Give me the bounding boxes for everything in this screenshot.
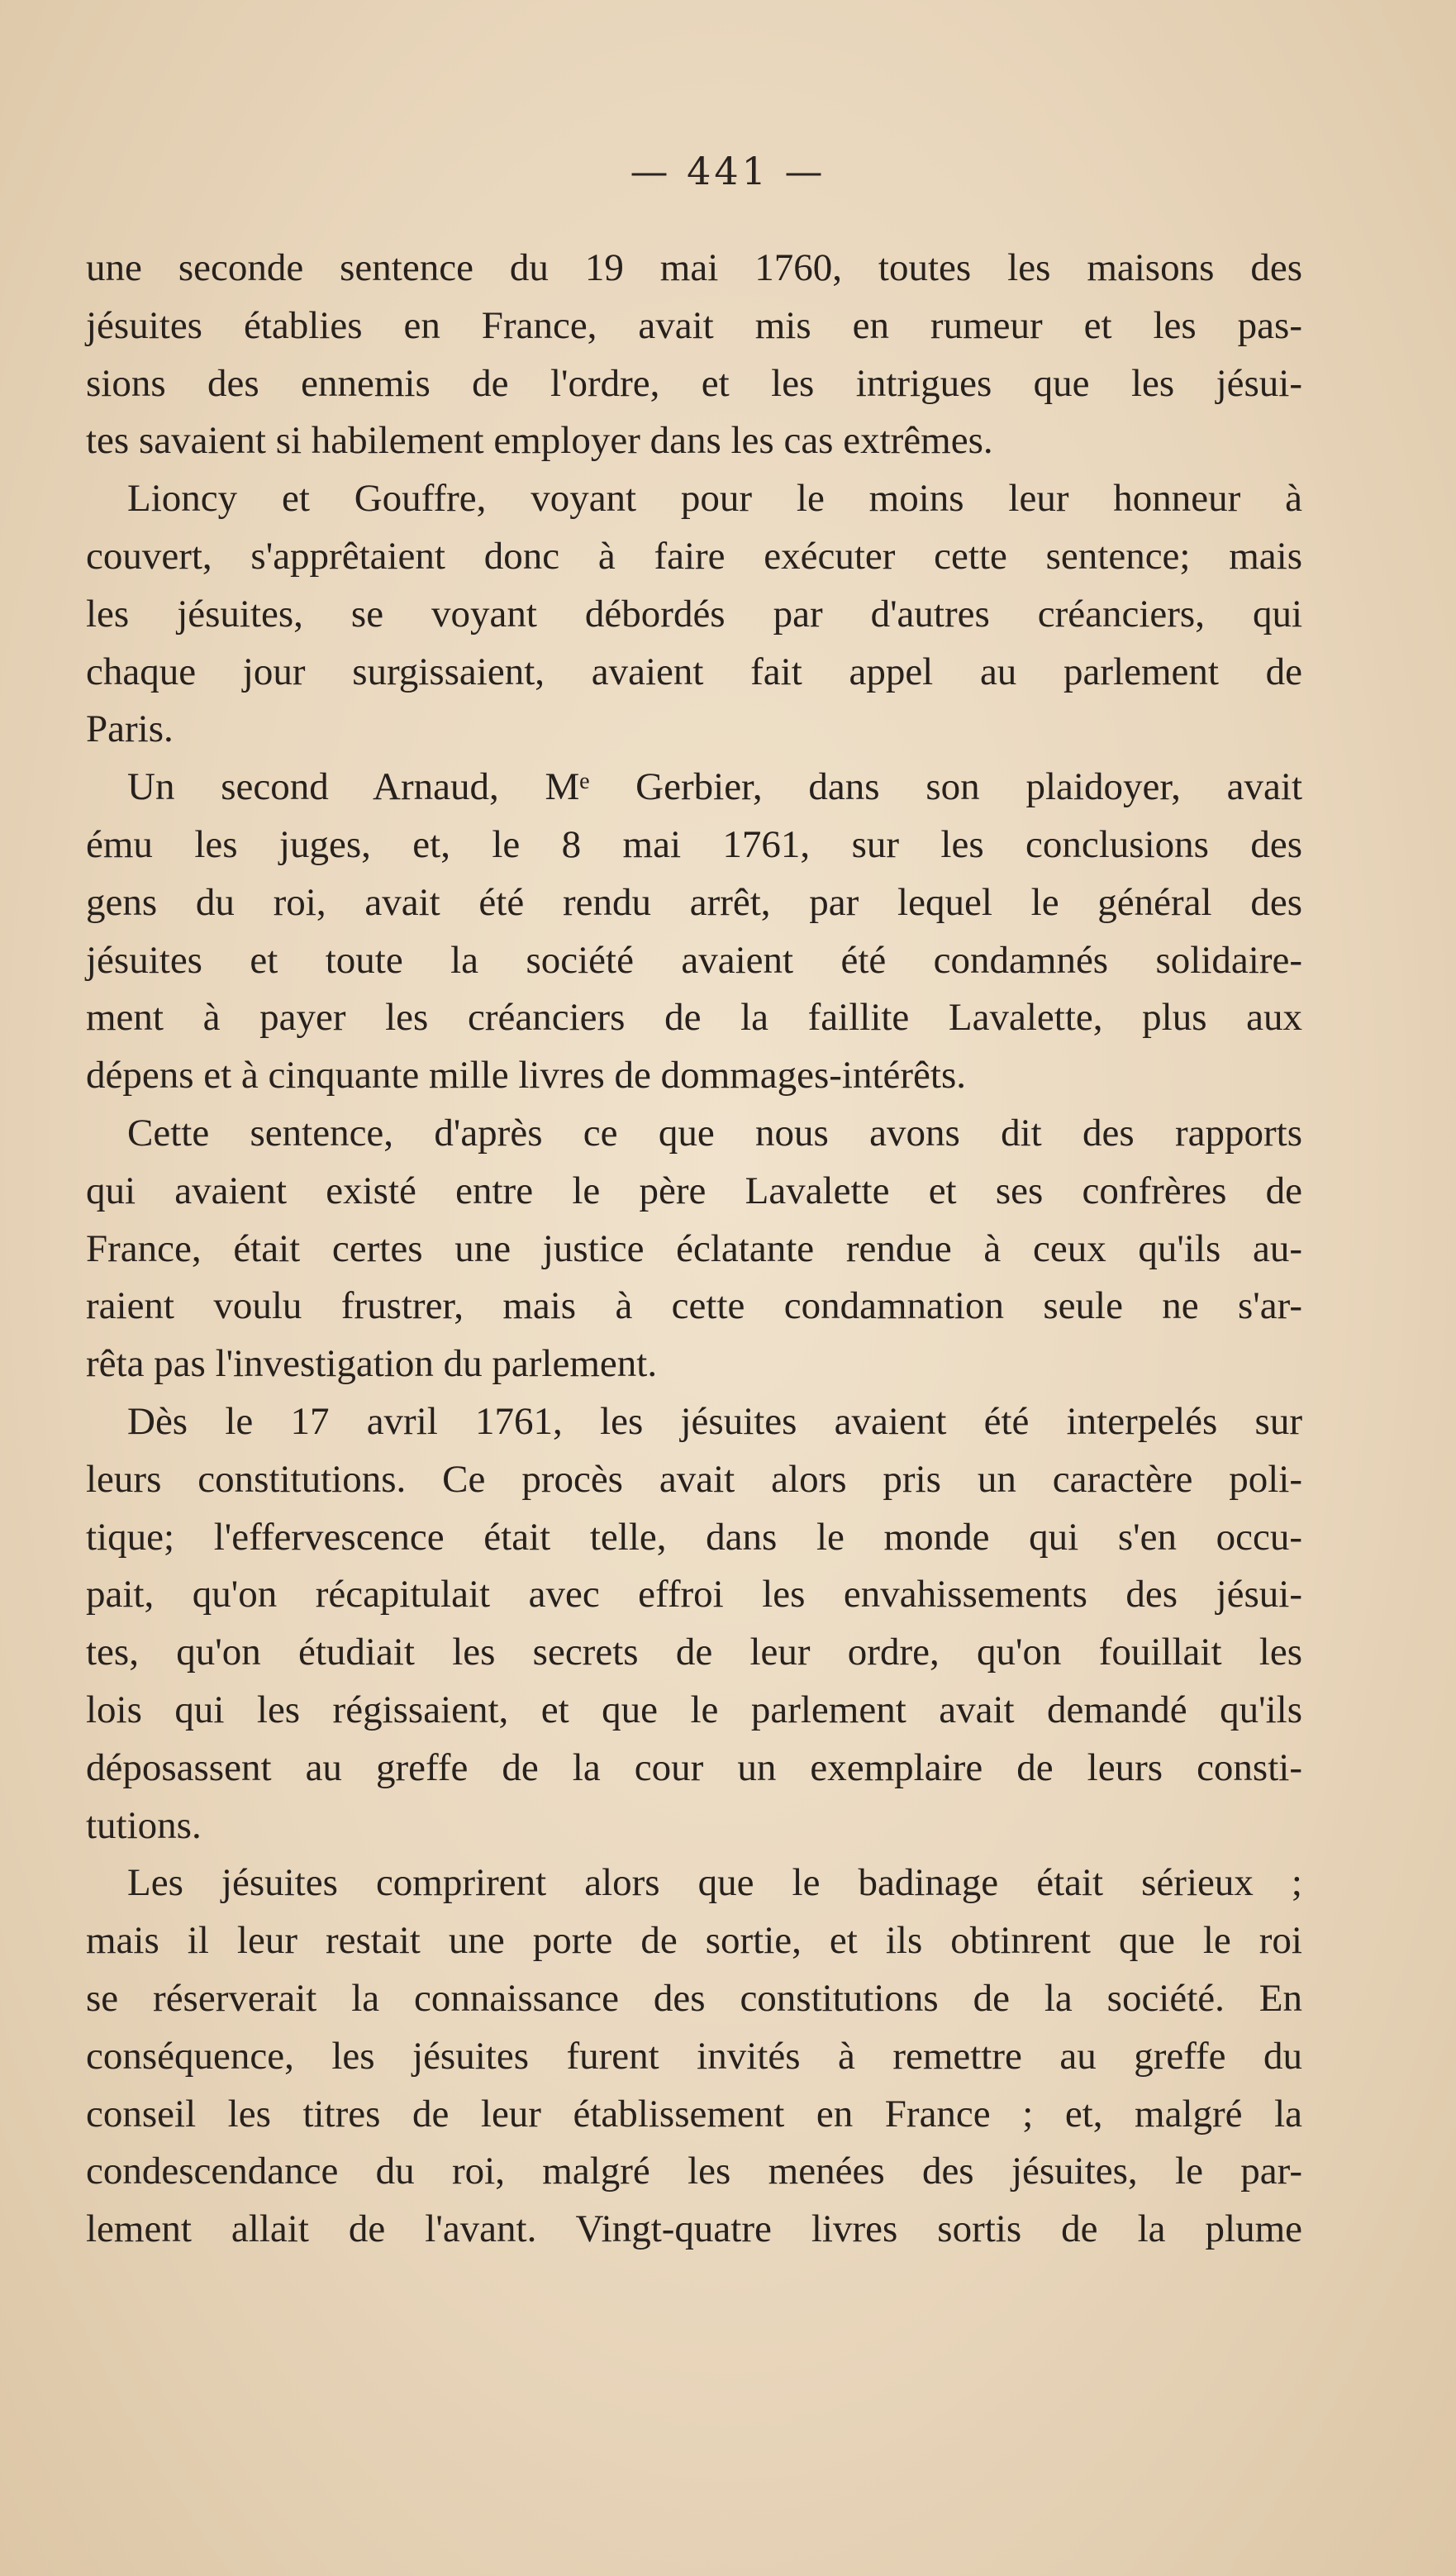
text-line: les jésuites, se voyant débordés par d'autres créanciers, qui [86,592,1302,636]
text-line: mais il leur restait une porte de sortie, et ils obtinrent que le roi [86,1919,1302,1963]
text-line: Paris. [86,707,174,751]
text-line: conséquence, les jésuites furent invités à remettre au greffe du [86,2034,1302,2078]
text-line: tes, qu'on étudiait les secrets de leur ordre, qu'on fouillait les [86,1631,1302,1674]
text-line: tique; l'effervescence était telle, dans le monde qui s'en occu- [86,1515,1302,1559]
text-line: qui avaient existé entre le père Lavalette et ses confrères de [86,1169,1302,1212]
text-line: sions des ennemis de l'ordre, et les intrigues que les jésui- [86,361,1302,405]
text-line: raient voulu frustrer, mais à cette condamnation seule ne s'ar- [86,1284,1302,1328]
text-line: Un second Arnaud, Mᵉ Gerbier, dans son plaidoyer, avait [127,765,1302,809]
text-line: jésuites et toute la société avaient été condamnés solidaire- [86,938,1302,982]
text-line: Les jésuites comprirent alors que le badinage était sérieux ; [127,1861,1302,1905]
text-line: Dès le 17 avril 1761, les jésuites avaient été interpelés sur [127,1399,1302,1443]
text-line: leurs constitutions. Ce procès avait alors pris un caractère poli- [86,1457,1302,1501]
body-text [86,240,1302,2259]
text-line: une seconde sentence du 19 mai 1760, toutes les maisons des [86,246,1302,289]
text-line: Cette sentence, d'après ce que nous avons dit des rapports [127,1111,1302,1155]
text-line: couvert, s'apprêtaient donc à faire exécuter cette sentence; mais [86,534,1302,578]
text-line: jésuites établies en France, avait mis en rumeur et les pas- [86,303,1302,347]
text-line: tutions. [86,1803,202,1847]
text-line: rêta pas l'investigation du parlement. [86,1342,658,1386]
text-line: conseil les titres de leur établissement en France ; et, malgré la [86,2092,1302,2136]
text-line: ment à payer les créanciers de la faillite Lavalette, plus aux [86,996,1302,1040]
text-line: chaque jour surgissaient, avaient fait appel au parlement de [86,650,1302,693]
text-line: lement allait de l'avant. Vingt-quatre livres sortis de la plume [86,2207,1302,2251]
page-number: — 441 — [630,149,826,193]
text-line: Lioncy et Gouffre, voyant pour le moins leur honneur à [127,477,1302,521]
text-line: gens du roi, avait été rendu arrêt, par lequel le général des [86,880,1302,924]
text-line: tes savaient si habilement employer dans les cas extrêmes. [86,419,993,463]
text-line: ému les juges, et, le 8 mai 1761, sur les conclusions des [86,822,1302,866]
text-line: condescendance du roi, malgré les menées des jésuites, le par- [86,2150,1302,2193]
text-line: dépens et à cinquante mille livres de dommages-intérêts. [86,1054,966,1098]
text-line: déposassent au greffe de la cour un exemplaire de leurs consti- [86,1745,1302,1789]
text-line: France, était certes une justice éclatante rendue à ceux qu'ils au- [86,1226,1302,1270]
text-line: pait, qu'on récapitulait avec effroi les envahissements des jésui- [86,1573,1302,1617]
text-line: se réserverait la connaissance des constitutions de la société. En [86,1976,1302,2020]
text-line: lois qui les régissaient, et que le parlement avait demandé qu'ils [86,1688,1302,1731]
